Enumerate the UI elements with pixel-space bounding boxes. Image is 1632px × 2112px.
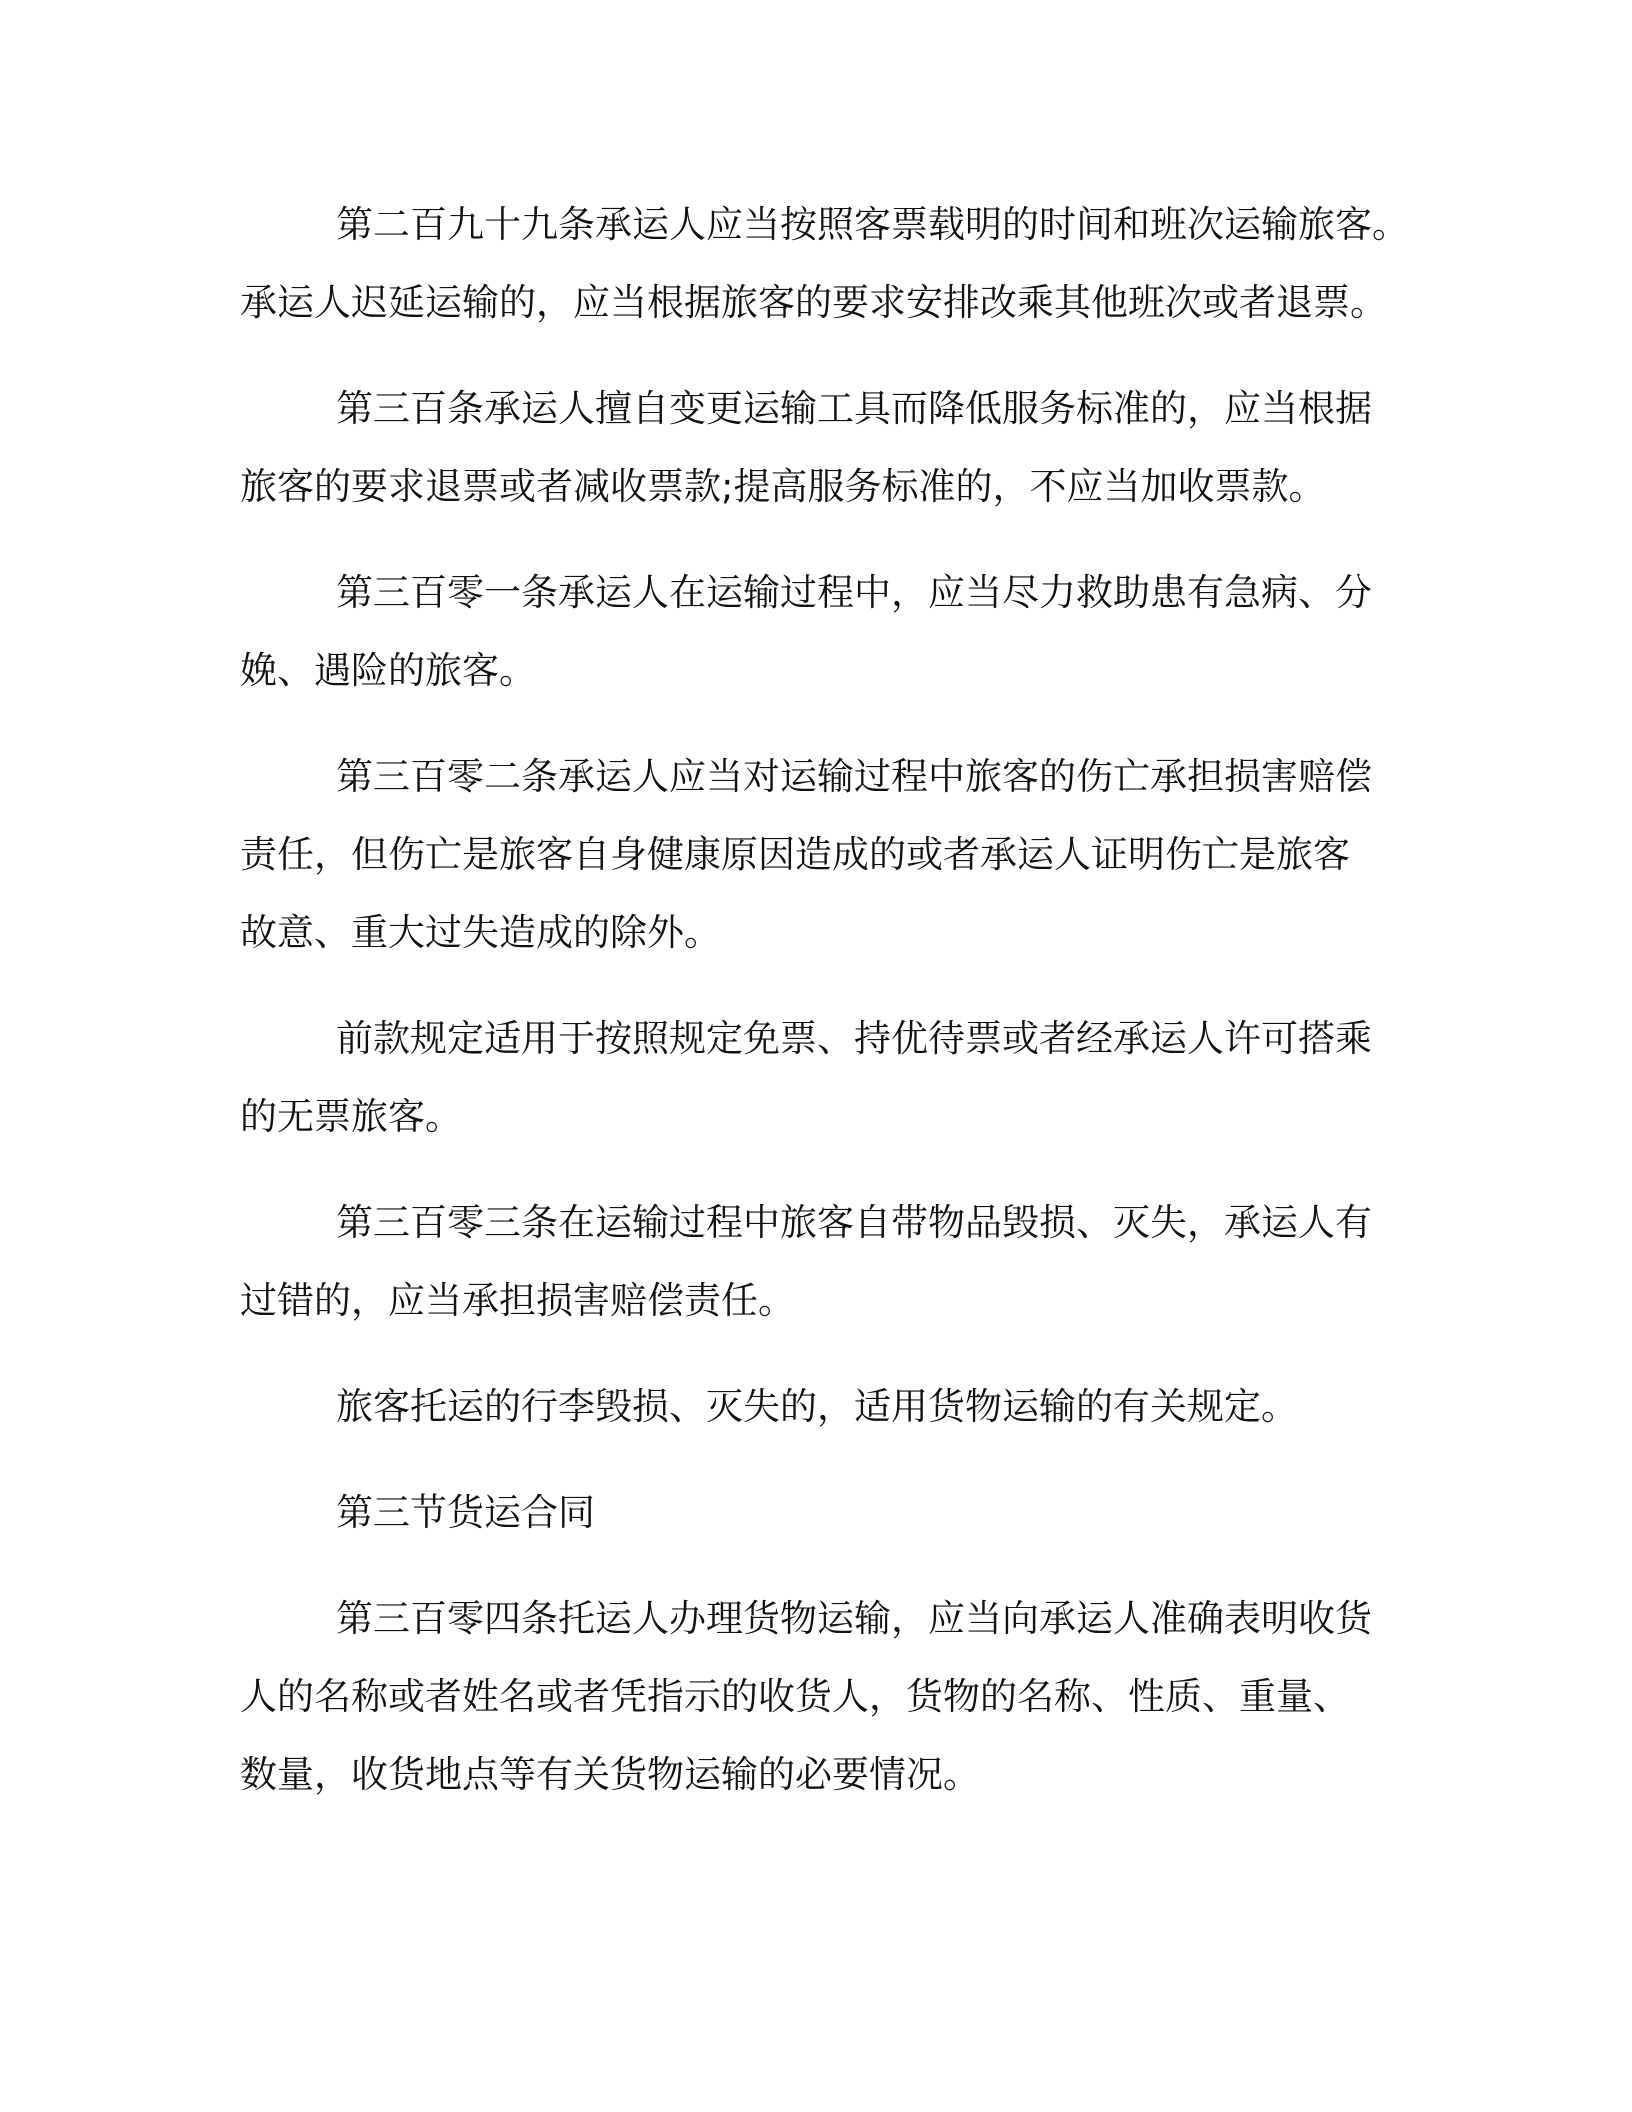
paragraph-line: 责任，但伤亡是旅客自身健康原因造成的或者承运人证明伤亡是旅客 [240, 833, 1350, 876]
paragraph-line: 第三百条承运人擅自变更运输工具而降低服务标准的，应当根据 [336, 387, 1372, 430]
paragraph-line: 过错的，应当承担损害赔偿责任。 [240, 1279, 795, 1322]
section-title: 第三节货运合同 [336, 1491, 595, 1534]
paragraph-line: 旅客托运的行李毁损、灭失的，适用货物运输的有关规定。 [336, 1385, 1298, 1428]
paragraph-line: 数量，收货地点等有关货物运输的必要情况。 [240, 1753, 980, 1796]
paragraph-article-300 [240, 370, 1410, 526]
section-heading [240, 1474, 1410, 1552]
paragraph-article-304 [240, 1580, 1410, 1814]
paragraph-line: 的无票旅客。 [240, 1095, 462, 1138]
paragraph-line: 第三百零四条托运人办理货物运输，应当向承运人准确表明收货 [336, 1597, 1372, 1640]
paragraph-line: 第三百零三条在运输过程中旅客自带物品毁损、灭失，承运人有 [336, 1201, 1372, 1244]
paragraph-article-302-clause-2 [240, 1000, 1410, 1156]
paragraph-line: 承运人迟延运输的，应当根据旅客的要求安排改乘其他班次或者退票。 [240, 281, 1387, 324]
paragraph-line: 前款规定适用于按照规定免票、持优待票或者经承运人许可搭乘 [336, 1017, 1372, 1060]
paragraph-line: 第二百九十九条承运人应当按照客票载明的时间和班次运输旅客。 [336, 203, 1409, 246]
paragraph-line: 故意、重大过失造成的除外。 [240, 911, 721, 954]
paragraph-article-303 [240, 1184, 1410, 1340]
paragraph-article-302 [240, 738, 1410, 972]
paragraph-line: 人的名称或者姓名或者凭指示的收货人，货物的名称、性质、重量、 [240, 1675, 1350, 1718]
paragraph-line: 第三百零二条承运人应当对运输过程中旅客的伤亡承担损害赔偿 [336, 755, 1372, 798]
document-body [240, 186, 1410, 1842]
paragraph-article-301 [240, 554, 1410, 710]
paragraph-line: 娩、遇险的旅客。 [240, 649, 536, 692]
paragraph-article-303-clause-2 [240, 1368, 1410, 1446]
paragraph-article-299 [240, 186, 1410, 342]
paragraph-line: 第三百零一条承运人在运输过程中，应当尽力救助患有急病、分 [336, 571, 1372, 614]
paragraph-line: 旅客的要求退票或者减收票款;提高服务标准的，不应当加收票款。 [240, 465, 1326, 508]
